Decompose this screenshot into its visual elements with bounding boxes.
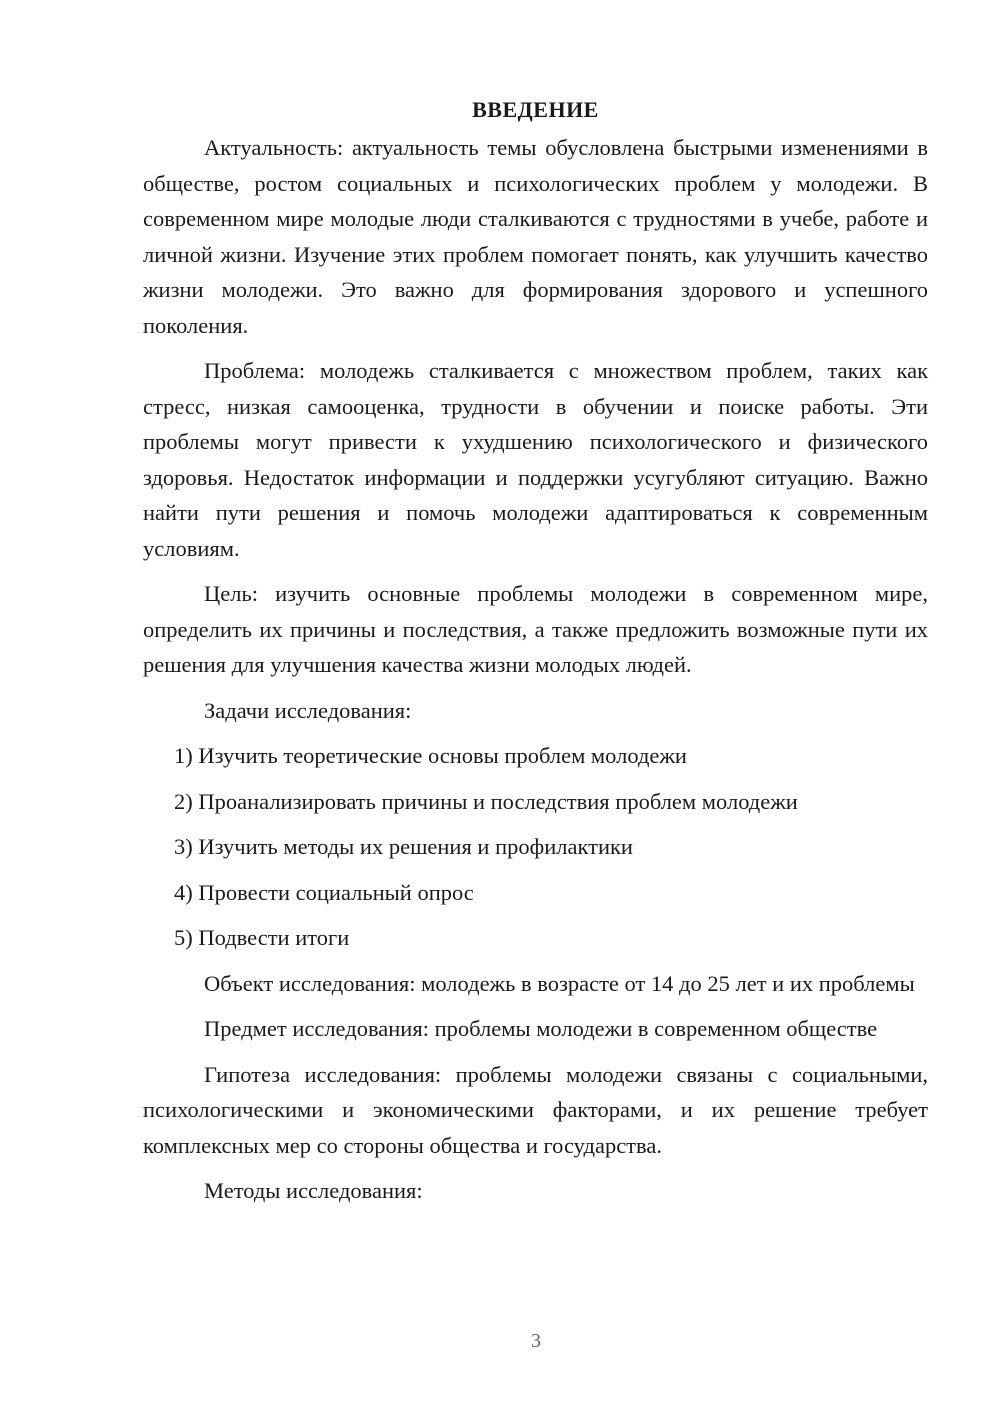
problem-paragraph: Проблема: молодежь сталкивается с множеством проблем, таких как стресс, низкая самооценка, трудности в обучении и поиске работы. Эти проблемы могут привести к ухудшению психологического и физического здоровья. Недостаток информации и поддержки усугубляют ситуацию. Важно найти пути решения и помочь молодежи адаптироваться к современным условиям. [143, 358, 928, 561]
tasks-heading: Задачи исследования: [204, 697, 412, 723]
methods-heading: Методы исследования: [204, 1178, 423, 1203]
object-paragraph: Объект исследования: молодежь в возрасте от 14 до 25 лет и их проблемы [204, 970, 915, 996]
page-number: 3 [531, 1330, 541, 1352]
relevance-paragraph: Актуальность: актуальность темы обусловлена быстрыми изменениями в обществе, ростом социальных и психологических проблем у молодежи. В современном мире молодые люди сталкиваются с трудностями в учебе, работе и личной жизни. Изучение этих проблем помогает понять, как улучшить качество жизни молодежи. Это важно для формирования здорового и успешного поколения. [143, 135, 928, 338]
subject-paragraph: Предмет исследования: проблемы молодежи в современном обществе [204, 1016, 878, 1041]
list-item: 2) Проанализировать причины и последствия проблем молодежи [174, 788, 798, 814]
goal-paragraph: Цель: изучить основные проблемы молодежи в современном мире, определить их причины и последствия, а также предложить возможные пути их решения для улучшения качества жизни молодых людей. [143, 581, 928, 677]
tasks-list [143, 738, 928, 956]
section-title: ВВЕДЕНИЕ [472, 97, 599, 122]
list-item: 5) Подвести итоги [174, 925, 350, 950]
list-item: 3) Изучить методы их решения и профилактики [174, 834, 633, 859]
list-item: 4) Провести социальный опрос [174, 879, 474, 905]
document-page [143, 92, 928, 1219]
hypothesis-paragraph: Гипотеза исследования: проблемы молодежи связаны с социальными, психологическими и экономическими факторами, и их решение требует комплексных мер со стороны общества и государства. [143, 1061, 928, 1158]
list-item: 1) Изучить теоретические основы проблем молодежи [174, 743, 687, 768]
